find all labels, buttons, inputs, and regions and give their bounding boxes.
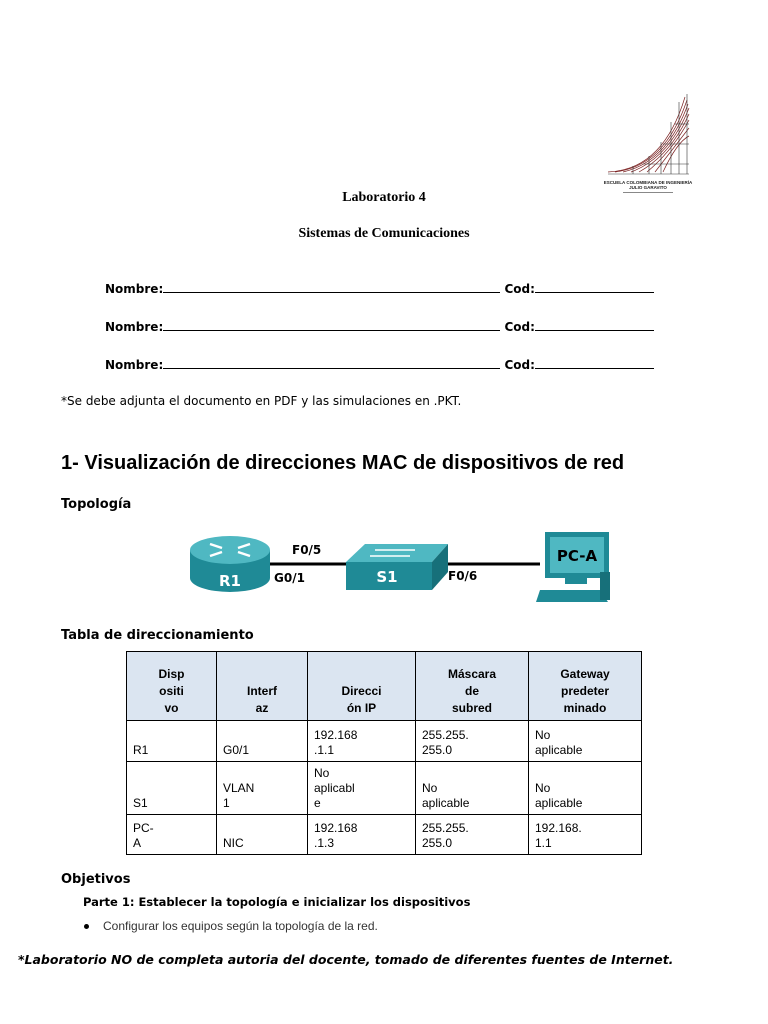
submission-note: *Se debe adjunta el documento en PDF y las simulaciones en .PKT. <box>61 394 462 408</box>
list-item <box>84 919 378 933</box>
course-title: Sistemas de Comunicaciones <box>298 226 470 241</box>
cell-mask: No aplicable <box>416 762 529 815</box>
cell-interface: VLAN 1 <box>217 762 308 815</box>
cell-ip: 192.168 .1.3 <box>308 815 416 855</box>
name-label: Nombre: <box>105 320 164 334</box>
port-label-f06: F0/6 <box>448 569 478 583</box>
table-row <box>127 762 642 815</box>
cell-interface: G0/1 <box>217 721 308 762</box>
name-label: Nombre: <box>105 358 164 372</box>
header-gateway: Gateway predeter minado <box>529 652 642 721</box>
cell-device: S1 <box>127 762 217 815</box>
table-row <box>127 721 642 762</box>
port-label-f05: F0/5 <box>292 543 322 557</box>
router-label: R1 <box>219 572 241 590</box>
objectives-heading: Objetivos <box>61 872 131 887</box>
logo-line-1: ESCUELA COLOMBIANA DE INGENIERÍA <box>603 180 693 185</box>
cell-mask: 255.255. 255.0 <box>416 721 529 762</box>
footer-disclaimer: *Laboratorio NO de completa autoria del docente, tomado de diferentes fuentes de Internet. <box>18 952 674 967</box>
section-heading: 1- Visualización de direcciones MAC de dispositivos de red <box>61 452 625 474</box>
cell-mask: 255.255. 255.0 <box>416 815 529 855</box>
name-row-3 <box>105 357 654 372</box>
router-icon <box>190 536 270 592</box>
code-field[interactable] <box>535 357 654 369</box>
lab-title: Laboratorio 4 <box>342 190 426 205</box>
switch-icon <box>346 544 448 590</box>
port-label-g01: G0/1 <box>274 571 305 585</box>
name-label: Nombre: <box>105 282 164 296</box>
name-row-2 <box>105 319 654 334</box>
cell-ip: 192.168 .1.1 <box>308 721 416 762</box>
addressing-table <box>126 651 642 855</box>
header-device: Disp ositi vo <box>127 652 217 721</box>
code-label: Cod: <box>504 358 535 372</box>
logo-graphic <box>603 92 693 180</box>
header-interface: Interf az <box>217 652 308 721</box>
name-field[interactable] <box>163 319 500 331</box>
name-row-1 <box>105 281 654 296</box>
switch-label: S1 <box>376 568 398 586</box>
cell-device: R1 <box>127 721 217 762</box>
header-ip: Direcci ón IP <box>308 652 416 721</box>
table-heading: Tabla de direccionamiento <box>61 628 254 643</box>
cell-ip: No aplicabl e <box>308 762 416 815</box>
topology-diagram <box>180 528 640 610</box>
table-header-row <box>127 652 642 721</box>
code-field[interactable] <box>535 319 654 331</box>
code-label: Cod: <box>504 320 535 334</box>
name-field[interactable] <box>163 281 500 293</box>
school-logo <box>603 92 693 204</box>
cell-gateway: No aplicable <box>529 762 642 815</box>
topology-heading: Topología <box>61 497 132 512</box>
part-1-title: Parte 1: Establecer la topología e inicializar los dispositivos <box>83 895 471 909</box>
cell-gateway: No aplicable <box>529 721 642 762</box>
code-field[interactable] <box>535 281 654 293</box>
name-field[interactable] <box>163 357 500 369</box>
logo-line-2: JULIO GARAVITO <box>629 185 667 190</box>
cell-device: PC- A <box>127 815 217 855</box>
cell-interface: NIC <box>217 815 308 855</box>
bullet-icon <box>84 924 89 929</box>
code-label: Cod: <box>504 282 535 296</box>
pc-label: PC-A <box>556 547 598 565</box>
bullet-text: Configurar los equipos según la topología de la red. <box>103 919 378 933</box>
header-mask: Máscara de subred <box>416 652 529 721</box>
cell-gateway: 192.168. 1.1 <box>529 815 642 855</box>
pc-icon <box>536 532 610 602</box>
table-row <box>127 815 642 855</box>
